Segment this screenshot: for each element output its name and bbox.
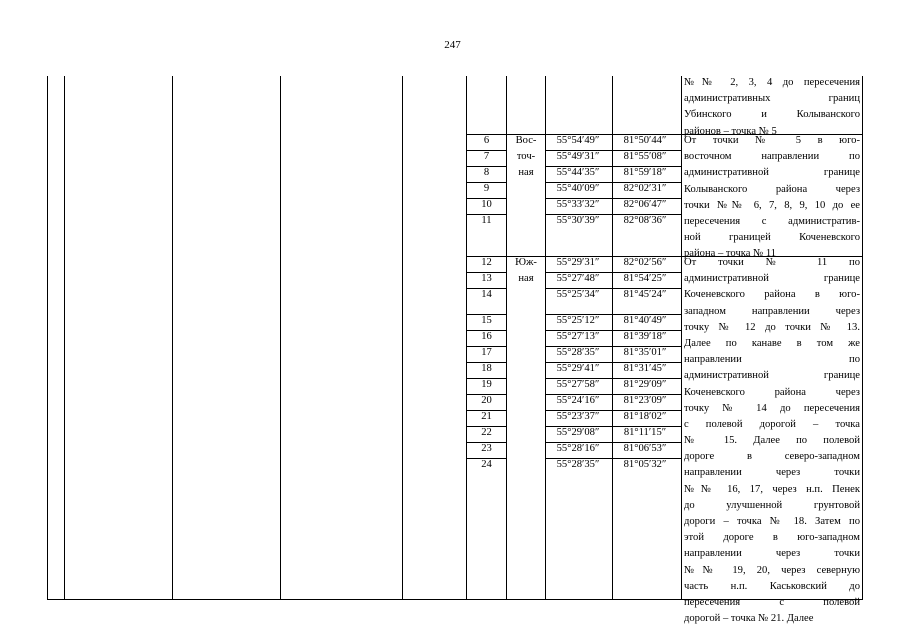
route-description [684, 133, 860, 263]
description-line: направлении по [684, 354, 860, 366]
description-line: Далее по канаве в том же [684, 337, 860, 349]
longitude: 81°35′01″ [623, 347, 667, 358]
description-line: восточном направлении по [684, 151, 860, 163]
point-number: 9 [483, 183, 490, 194]
point-number: 11 [481, 215, 492, 226]
description-line: точки №№ 6, 7, 8, 9, 10 до ее [684, 199, 860, 211]
description-line: дороге в северо-западном [684, 451, 860, 463]
latitude: 55°30′39″ [556, 215, 600, 226]
description-line: ной границей Коченевского [684, 232, 860, 244]
latitude: 55°54′49″ [556, 135, 600, 146]
longitude: 81°05′32″ [623, 459, 667, 470]
description-line: №№ 16, 17, через н.п. Пенек [684, 483, 860, 495]
longitude: 81°23′09″ [623, 395, 667, 406]
column-rule [402, 76, 403, 600]
continued-description [684, 75, 860, 140]
latitude: 55°25′12″ [556, 315, 600, 326]
longitude: 81°55′08″ [623, 151, 667, 162]
point-number: 15 [481, 315, 492, 326]
description-line: №№ 19, 20, через северную [684, 564, 860, 576]
direction-label-part: Вос- [515, 135, 537, 146]
description-line: № 15. Далее по полевой [684, 435, 860, 447]
description-line: административной границе [684, 370, 860, 382]
point-number: 12 [481, 257, 492, 268]
latitude: 55°29′41″ [556, 363, 600, 374]
longitude: 81°45′24″ [623, 289, 667, 300]
description-line: №№ 2, 3, 4 до пересечения [684, 77, 860, 88]
point-number: 10 [481, 199, 492, 210]
longitude: 81°06′53″ [623, 443, 667, 454]
longitude: 81°18′02″ [623, 411, 667, 422]
latitude: 55°29′31″ [556, 257, 600, 268]
direction-label-part: точ- [516, 151, 536, 162]
description-line: районов – точка № 5 [684, 125, 777, 137]
point-number: 20 [481, 395, 492, 406]
longitude: 81°31′45″ [623, 363, 667, 374]
point-number: 13 [481, 273, 492, 284]
description-line: района – точка № 11 [684, 248, 777, 260]
longitude: 82°08′36″ [623, 215, 667, 226]
point-number: 6 [483, 135, 490, 146]
point-number: 14 [481, 289, 492, 300]
column-rule [172, 76, 173, 600]
point-number: 24 [481, 459, 492, 470]
description-line: административных границ [684, 93, 860, 105]
description-line: до улучшенной грунтовой [684, 499, 860, 511]
coordinates-table [47, 76, 863, 625]
latitude: 55°29′08″ [556, 427, 600, 438]
longitude: 81°50′44″ [623, 135, 667, 146]
column-rule [280, 76, 281, 600]
direction-label-part: Юж- [515, 257, 537, 268]
latitude: 55°27′48″ [556, 273, 600, 284]
point-number: 19 [481, 379, 492, 390]
description-line: От точки № 5 в юго- [684, 135, 860, 146]
description-line: направлении через точки [684, 467, 860, 479]
longitude: 81°39′18″ [623, 331, 667, 342]
point-number: 8 [483, 167, 490, 178]
latitude: 55°27′58″ [556, 379, 600, 390]
latitude: 55°33′32″ [556, 199, 600, 210]
description-line: дороги – точка № 18. Затем по [684, 516, 860, 527]
description-line: административной границе [684, 167, 860, 179]
point-number: 22 [481, 427, 492, 438]
point-number: 21 [481, 411, 492, 422]
column-rule [681, 76, 682, 600]
latitude: 55°27′13″ [556, 331, 600, 342]
point-number: 7 [483, 151, 490, 162]
latitude: 55°25′34″ [556, 289, 600, 300]
description-line: направлении через точки [684, 548, 860, 560]
description-line: точку № 14 до пересечения [684, 402, 860, 414]
latitude: 55°40′09″ [556, 183, 600, 194]
page-number: 247 [444, 39, 461, 51]
longitude: 81°59′18″ [623, 167, 667, 178]
column-rule [64, 76, 65, 600]
description-line: точку № 12 до точки № 13. [684, 321, 860, 333]
description-line: дорогой – точка № 21. Далее [684, 613, 814, 625]
description-line: административной границе [684, 273, 860, 285]
latitude: 55°28′35″ [556, 459, 600, 470]
table-border-left [47, 76, 48, 600]
description-line: пересечения с полевой [684, 596, 860, 608]
latitude: 55°28′16″ [556, 443, 600, 454]
description-line: этой дороге в юго-западном [684, 532, 860, 544]
description-line: Колыванского района через [684, 183, 860, 195]
longitude: 82°02′56″ [623, 257, 667, 268]
description-line: От точки № 11 по [684, 257, 860, 268]
description-line: Убинского и Колыванского [684, 109, 860, 121]
direction-label-part: ная [518, 167, 534, 178]
longitude: 81°40′49″ [623, 315, 667, 326]
longitude: 81°29′09″ [623, 379, 667, 390]
direction-label-part: ная [518, 273, 534, 284]
description-line: пересечения с административ- [684, 215, 860, 227]
description-line: с полевой дорогой – точка [684, 418, 860, 430]
description-line: Коченевского района в юго- [684, 289, 860, 301]
table-border-right [862, 76, 863, 600]
latitude: 55°28′35″ [556, 347, 600, 358]
point-number: 16 [481, 331, 492, 342]
longitude: 81°11′15″ [623, 427, 667, 438]
longitude: 81°54′25″ [623, 273, 667, 284]
direction-label [506, 255, 546, 287]
point-number: 23 [481, 443, 492, 454]
latitude: 55°24′16″ [556, 395, 600, 406]
latitude: 55°49′31″ [556, 151, 600, 162]
longitude: 82°06′47″ [623, 199, 667, 210]
point-number: 17 [481, 347, 492, 358]
route-description [684, 255, 860, 627]
description-line: часть н.п. Каськовский до [684, 580, 860, 592]
point-number: 18 [481, 363, 492, 374]
direction-label [506, 133, 546, 181]
latitude: 55°23′37″ [556, 411, 600, 422]
latitude: 55°44′35″ [556, 167, 600, 178]
longitude: 82°02′31″ [623, 183, 667, 194]
description-line: Коченевского района через [684, 386, 860, 398]
description-line: западном направлении через [684, 305, 860, 317]
